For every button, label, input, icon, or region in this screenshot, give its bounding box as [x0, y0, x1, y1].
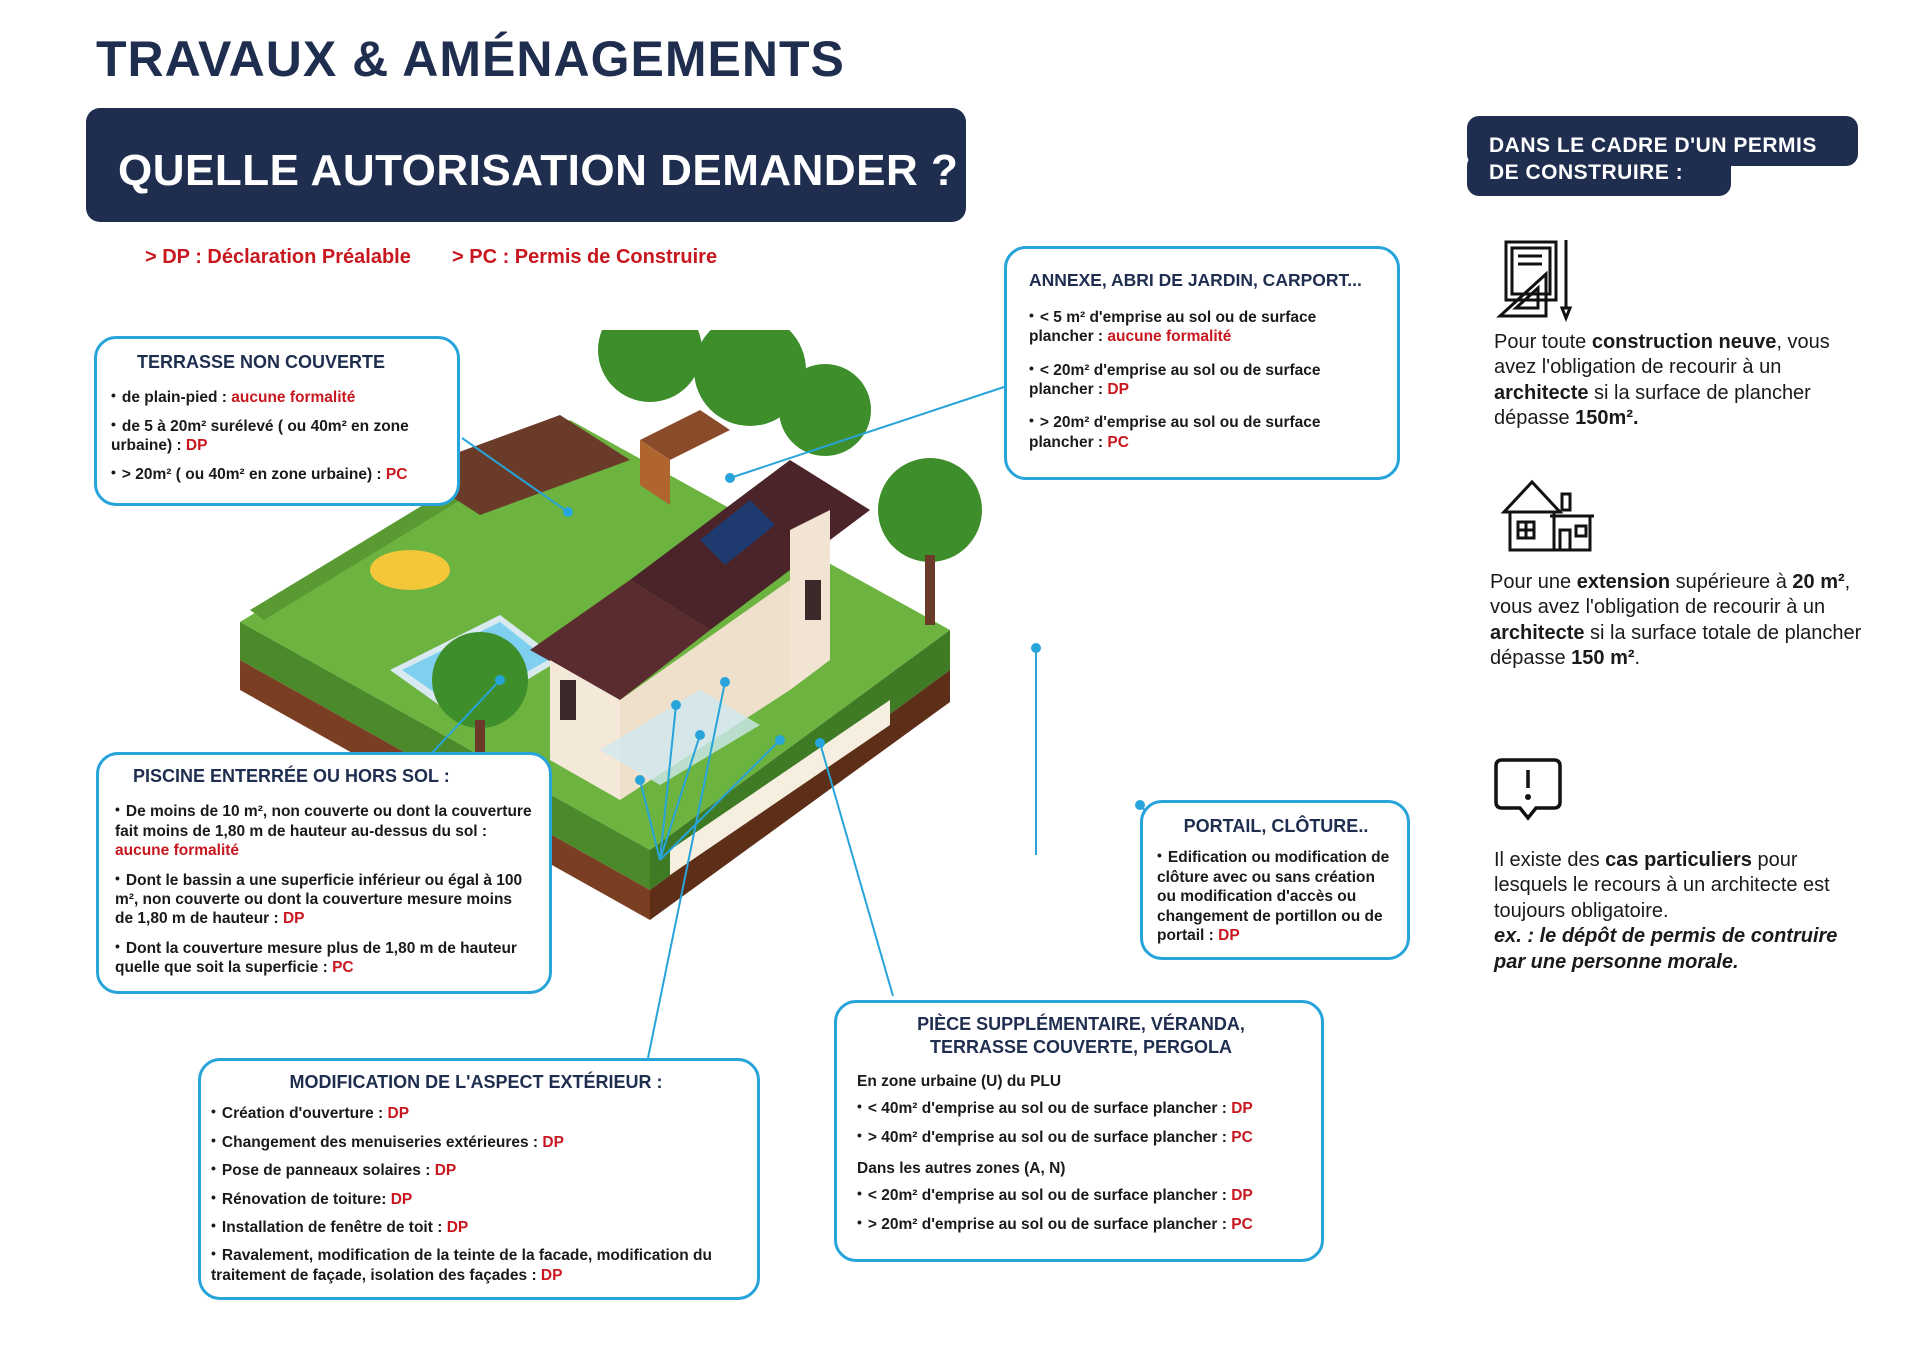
list-item: • > 20m² d'emprise au sol ou de surface plancher : PC [857, 1215, 1305, 1234]
aspect-list [211, 1104, 741, 1285]
page-title: TRAVAUX & AMÉNAGEMENTS [96, 31, 845, 87]
piscine-list [115, 802, 533, 977]
list-item: • < 20m² d'emprise au sol ou de surface plancher : DP [857, 1186, 1305, 1205]
list-item: • < 20m² d'emprise au sol ou de surface plancher : DP [1029, 361, 1383, 400]
list-item: • Changement des menuiseries extérieures : DP [211, 1133, 741, 1152]
aspect-box [198, 1058, 760, 1300]
zone-urbaine-list [857, 1099, 1305, 1147]
list-item: • Création d'ouverture : DP [211, 1104, 741, 1123]
annexe-box [1004, 246, 1400, 480]
list-item: • Pose de panneaux solaires : DP [211, 1161, 741, 1180]
annexe-list [1029, 308, 1383, 452]
piscine-title: PISCINE ENTERRÉE OU HORS SOL : [133, 766, 450, 786]
terrasse-list [111, 388, 445, 484]
list-item: • de plain-pied : aucune formalité [111, 388, 445, 407]
portail-box [1140, 800, 1410, 960]
list-item: • De moins de 10 m², non couverte ou dont la couverture fait moins de 1,80 m de hauteur au-dessus du sol : aucune formalité [115, 802, 533, 860]
list-item: • Rénovation de toiture: DP [211, 1190, 741, 1209]
right-header [1467, 116, 1858, 196]
construction-neuve-text: Pour toute construction neuve, vous avez l'obligation de recourir à un architecte si la surface de plancher dépasse 150m². [1494, 331, 1830, 430]
piece-title: PIÈCE SUPPLÉMENTAIRE, VÉRANDA, TERRASSE COUVERTE, PERGOLA [917, 1014, 1245, 1058]
list-item: • Edification ou modification de clôture avec ou sans création ou modification d'accès ou changement de portillon ou de portail : DP [1157, 848, 1395, 945]
autres-zones-label: Dans les autres zones (A, N) [857, 1159, 1066, 1177]
house-extension-icon [1500, 476, 1596, 556]
blueprint-icon [1496, 238, 1576, 322]
right-header-text: DANS LE CADRE D'UN PERMIS DE CONSTRUIRE : [1489, 134, 1817, 185]
terrasse-box [94, 336, 460, 506]
list-item: • Dont la couverture mesure plus de 1,80 m de hauteur quelle que soit la superficie : PC [115, 939, 533, 978]
cas-particuliers-text: Il existe des cas particuliers pour lesquels le recours à un architecte est toujours obligatoire. ex. : le dépôt de permis de contruire par une personne morale. [1494, 849, 1838, 973]
autres-zones-list [857, 1186, 1305, 1234]
annexe-title: ANNEXE, ABRI DE JARDIN, CARPORT... [1029, 270, 1362, 290]
subtitle-banner: QUELLE AUTORISATION DEMANDER ? [86, 108, 966, 222]
list-item: • < 5 m² d'emprise au sol ou de surface plancher : aucune formalité [1029, 308, 1383, 347]
list-item: • > 20m² d'emprise au sol ou de surface plancher : PC [1029, 413, 1383, 452]
exclamation-bubble-icon [1494, 756, 1564, 824]
list-item: • > 20m² ( ou 40m² en zone urbaine) : PC [111, 465, 445, 484]
list-item: • > 40m² d'emprise au sol ou de surface plancher : PC [857, 1128, 1305, 1147]
terrasse-title: TERRASSE NON COUVERTE [137, 352, 386, 372]
zone-urbaine-label: En zone urbaine (U) du PLU [857, 1072, 1062, 1090]
list-item: • de 5 à 20m² surélevé ( ou 40m² en zone urbaine) : DP [111, 417, 445, 456]
list-item: • Dont le bassin a une superficie inférieur ou égal à 100 m², non couverte ou dont la couverture mesure moins de 1,80 m de hauteur : DP [115, 871, 533, 929]
list-item: • Installation de fenêtre de toit : DP [211, 1218, 741, 1237]
portail-list [1157, 848, 1395, 945]
portail-title: PORTAIL, CLÔTURE.. [1183, 816, 1369, 836]
extension-text: Pour une extension supérieure à 20 m², vous avez l'obligation de recourir à un architecte si la surface totale de plancher dépasse 150 m². [1490, 571, 1862, 670]
legend-pc: > PC : Permis de Construire [452, 246, 718, 268]
legend-dp: > DP : Déclaration Préalable [145, 246, 411, 268]
aspect-title: MODIFICATION DE L'ASPECT EXTÉRIEUR : [289, 1072, 663, 1092]
list-item: • Ravalement, modification de la teinte de la facade, modification du traitement de façade, isolation des façades : DP [211, 1246, 741, 1285]
piece-box [834, 1000, 1324, 1262]
piscine-box [96, 752, 552, 994]
list-item: • < 40m² d'emprise au sol ou de surface plancher : DP [857, 1099, 1305, 1118]
